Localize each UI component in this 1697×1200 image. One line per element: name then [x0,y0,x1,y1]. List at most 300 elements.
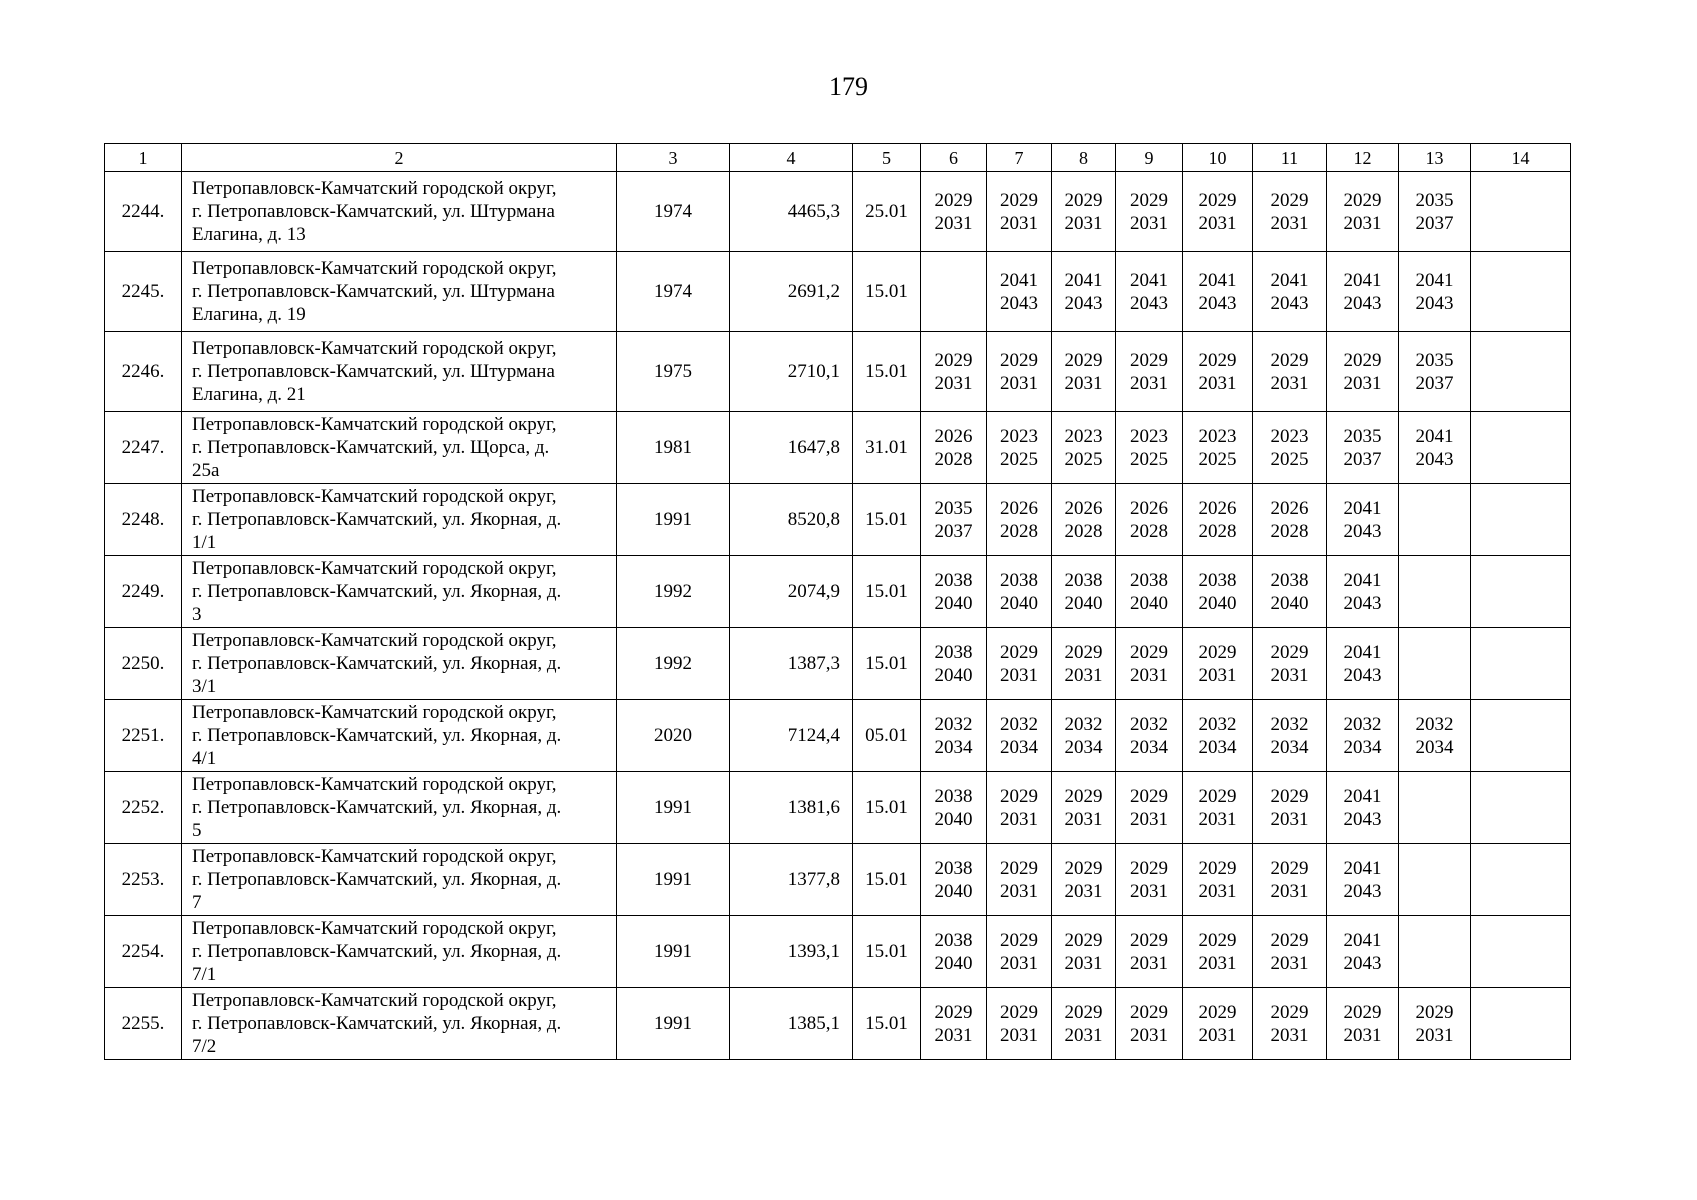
period-end: 2031 [1130,808,1168,830]
period-end: 2031 [1064,212,1103,234]
period-end: 2034 [1415,736,1454,758]
period-cell [1052,916,1116,988]
period-cell [1399,484,1471,556]
address-cell [182,484,617,556]
column-header: 6 [921,144,987,172]
period-end: 2040 [934,880,973,902]
period-end: 2031 [1198,1024,1237,1046]
period-end: 2031 [1064,952,1103,974]
address-line: 4/1 [192,748,217,769]
period-start: 2026 [1130,497,1168,519]
period-start: 2035 [934,497,973,519]
row-number-cell: 2247. [105,412,182,484]
period-start: 2032 [934,713,973,735]
period-end: 2040 [934,952,973,974]
period-start: 2029 [1198,641,1237,663]
column-header: 1 [105,144,182,172]
period-cell [921,844,987,916]
year-cell: 1981 [617,412,730,484]
period-start: 2035 [1415,189,1454,211]
period-end: 2040 [1064,592,1103,614]
period-start: 2029 [1000,929,1038,951]
period-cell [987,988,1052,1060]
code-cell: 15.01 [853,988,921,1060]
period-cell [921,484,987,556]
period-start: 2038 [934,785,973,807]
address-line: 7 [192,892,202,913]
period-end: 2040 [1130,592,1168,614]
row-number-cell: 2245. [105,252,182,332]
period-start: 2026 [1064,497,1103,519]
period-cell [987,332,1052,412]
period-start: 2029 [1064,1001,1103,1023]
period-start: 2041 [1000,269,1038,291]
period-end: 2031 [1000,212,1038,234]
table-row [105,916,1571,988]
address-cell [182,700,617,772]
period-end: 2031 [934,372,973,394]
table-body [105,144,1571,1060]
period-end: 2031 [1130,372,1168,394]
period-end: 2040 [934,592,973,614]
address-line: Елагина, д. 19 [192,304,306,325]
period-end: 2031 [1064,372,1103,394]
period-cell [1253,412,1327,484]
address-line: 7/1 [192,964,217,985]
period-start: 2029 [1064,785,1103,807]
period-cell [1399,412,1471,484]
period-cell [921,172,987,252]
period-start: 2029 [934,349,973,371]
period-cell [1253,484,1327,556]
period-cell [1116,556,1183,628]
period-end: 2031 [1415,1024,1454,1046]
period-cell [1471,988,1571,1060]
period-start: 2041 [1270,269,1309,291]
period-end: 2040 [1198,592,1237,614]
period-cell [1471,332,1571,412]
address-line: г. Петропавловск-Камчатский, ул. Якорная, д. [192,869,562,890]
code-cell: 15.01 [853,332,921,412]
period-end: 2043 [1415,292,1454,314]
period-cell [1052,332,1116,412]
period-start: 2029 [1270,1001,1309,1023]
area-cell: 8520,8 [730,484,853,556]
period-end: 2031 [1270,372,1309,394]
period-end: 2028 [1198,520,1237,542]
period-start: 2041 [1415,269,1454,291]
period-cell [987,700,1052,772]
period-start: 2029 [1130,189,1168,211]
period-start: 2029 [1000,785,1038,807]
period-cell [1253,556,1327,628]
period-start: 2038 [934,929,973,951]
period-end: 2043 [1000,292,1038,314]
address-line: г. Петропавловск-Камчатский, ул. Якорная, д. [192,581,562,602]
period-end: 2043 [1343,880,1382,902]
period-cell [1471,628,1571,700]
period-start: 2029 [1343,349,1382,371]
area-cell: 1377,8 [730,844,853,916]
period-end: 2034 [1270,736,1309,758]
period-end: 2028 [934,448,973,470]
period-start: 2029 [1343,189,1382,211]
period-cell [1052,556,1116,628]
period-cell [1253,988,1327,1060]
table-row [105,412,1571,484]
row-number-cell: 2249. [105,556,182,628]
address-cell [182,556,617,628]
period-end: 2031 [1198,808,1237,830]
row-number-cell: 2244. [105,172,182,252]
period-start: 2023 [1064,425,1103,447]
column-header: 4 [730,144,853,172]
period-end: 2028 [1064,520,1103,542]
period-end: 2031 [1270,880,1309,902]
period-end: 2031 [1198,664,1237,686]
period-start: 2029 [1198,189,1237,211]
period-end: 2025 [1064,448,1103,470]
period-end: 2031 [1270,1024,1309,1046]
period-end: 2043 [1415,448,1454,470]
period-start: 2041 [1343,857,1382,879]
period-cell [1116,332,1183,412]
period-cell [1399,844,1471,916]
table-row [105,844,1571,916]
period-start: 2041 [1343,929,1382,951]
period-end: 2031 [1270,808,1309,830]
year-cell: 1991 [617,844,730,916]
period-start: 2023 [1270,425,1309,447]
period-cell [1052,172,1116,252]
period-end: 2040 [934,808,973,830]
period-cell [1253,172,1327,252]
period-start: 2032 [1064,713,1103,735]
period-end: 2031 [1270,212,1309,234]
period-cell [1399,332,1471,412]
period-end: 2043 [1130,292,1168,314]
period-end: 2031 [1270,952,1309,974]
period-start: 2029 [1270,189,1309,211]
row-number-cell: 2246. [105,332,182,412]
period-end: 2043 [1064,292,1103,314]
period-end: 2031 [1064,664,1103,686]
period-start: 2029 [1000,349,1038,371]
period-start: 2029 [1198,349,1237,371]
column-header: 8 [1052,144,1116,172]
code-cell: 15.01 [853,556,921,628]
buildings-table [104,143,1571,1060]
period-cell [1327,484,1399,556]
period-start: 2041 [1198,269,1237,291]
address-line: Елагина, д. 21 [192,384,306,405]
period-end: 2025 [1198,448,1237,470]
period-cell [1052,252,1116,332]
period-end: 2031 [1064,1024,1103,1046]
period-end: 2031 [1000,880,1038,902]
period-start: 2023 [1198,425,1237,447]
address-line: г. Петропавловск-Камчатский, ул. Щорса, д. [192,437,550,458]
period-cell [987,172,1052,252]
period-cell [1052,772,1116,844]
period-start: 2038 [934,857,973,879]
code-cell: 15.01 [853,772,921,844]
period-start: 2032 [1198,713,1237,735]
code-cell: 31.01 [853,412,921,484]
row-number-cell: 2251. [105,700,182,772]
period-end: 2031 [1064,880,1103,902]
period-cell [1116,412,1183,484]
period-cell [1327,628,1399,700]
period-end: 2031 [1198,372,1237,394]
period-cell [921,772,987,844]
period-cell [1253,772,1327,844]
period-cell [1183,844,1253,916]
year-cell: 1991 [617,988,730,1060]
period-end: 2025 [1130,448,1168,470]
period-end: 2043 [1343,520,1382,542]
period-cell [1116,772,1183,844]
period-cell [987,628,1052,700]
period-cell [921,916,987,988]
period-end: 2037 [1343,448,1382,470]
address-line: г. Петропавловск-Камчатский, ул. Якорная, д. [192,653,562,674]
code-cell: 15.01 [853,916,921,988]
period-start: 2029 [1130,641,1168,663]
period-start: 2029 [934,189,973,211]
period-cell [1116,844,1183,916]
period-cell [1253,844,1327,916]
period-start: 2041 [1130,269,1168,291]
period-cell [987,916,1052,988]
period-end: 2031 [934,212,973,234]
period-end: 2031 [1198,952,1237,974]
period-cell [987,772,1052,844]
period-end: 2034 [1130,736,1168,758]
period-cell [921,412,987,484]
area-cell: 7124,4 [730,700,853,772]
period-end: 2028 [1270,520,1309,542]
address-cell [182,412,617,484]
address-line: г. Петропавловск-Камчатский, ул. Штурмана [192,361,555,382]
period-cell [987,484,1052,556]
period-start: 2026 [1270,497,1309,519]
period-start: 2029 [1130,785,1168,807]
period-start: 2029 [1064,641,1103,663]
period-start: 2029 [1270,785,1309,807]
period-cell [1253,628,1327,700]
period-cell [921,332,987,412]
period-start: 2029 [1198,785,1237,807]
period-cell [1399,172,1471,252]
address-line: 7/2 [192,1036,217,1057]
code-cell: 15.01 [853,252,921,332]
period-cell [1471,412,1571,484]
period-start: 2032 [1270,713,1309,735]
period-start: 2041 [1064,269,1103,291]
address-line: Петропавловск-Камчатский городской округ, [192,338,557,359]
address-line: г. Петропавловск-Камчатский, ул. Якорная, д. [192,509,562,530]
period-cell [1399,628,1471,700]
period-start: 2029 [1064,349,1103,371]
period-start: 2029 [1270,929,1309,951]
period-start: 2029 [1270,349,1309,371]
address-line: г. Петропавловск-Камчатский, ул. Якорная, д. [192,1013,562,1034]
period-end: 2028 [1000,520,1038,542]
period-start: 2029 [1000,857,1038,879]
table-row [105,700,1571,772]
year-cell: 1992 [617,556,730,628]
area-cell: 1387,3 [730,628,853,700]
period-cell [1327,700,1399,772]
period-end: 2043 [1270,292,1309,314]
area-cell: 1381,6 [730,772,853,844]
period-start: 2029 [1000,641,1038,663]
address-cell [182,332,617,412]
period-start: 2029 [1064,857,1103,879]
period-cell [1253,700,1327,772]
period-cell [1327,772,1399,844]
address-line: 1/1 [192,532,217,553]
period-end: 2031 [1130,952,1168,974]
period-cell [1116,700,1183,772]
area-cell: 4465,3 [730,172,853,252]
period-end: 2040 [934,664,973,686]
period-start: 2029 [1198,857,1237,879]
period-start: 2032 [1000,713,1038,735]
address-cell [182,172,617,252]
address-line: Петропавловск-Камчатский городской округ, [192,990,557,1011]
period-cell [1116,252,1183,332]
row-number-cell: 2248. [105,484,182,556]
column-header: 10 [1183,144,1253,172]
address-cell [182,628,617,700]
period-cell [921,700,987,772]
period-cell [1116,988,1183,1060]
period-start: 2023 [1000,425,1038,447]
period-start: 2026 [1000,497,1038,519]
address-line: Петропавловск-Камчатский городской округ, [192,774,557,795]
address-line: г. Петропавловск-Камчатский, ул. Якорная, д. [192,725,562,746]
period-cell [1471,844,1571,916]
period-start: 2026 [1198,497,1237,519]
period-end: 2043 [1343,808,1382,830]
row-number-cell: 2254. [105,916,182,988]
year-cell: 1974 [617,172,730,252]
address-line: Петропавловск-Камчатский городской округ, [192,178,557,199]
period-end: 2043 [1198,292,1237,314]
table-row [105,252,1571,332]
period-end: 2034 [1343,736,1382,758]
period-start: 2041 [1343,497,1382,519]
address-cell [182,844,617,916]
period-start: 2035 [1415,349,1454,371]
address-line: г. Петропавловск-Камчатский, ул. Якорная, д. [192,941,562,962]
period-cell [1399,700,1471,772]
period-end: 2034 [1064,736,1103,758]
area-cell: 1385,1 [730,988,853,1060]
address-cell [182,772,617,844]
period-cell [1327,412,1399,484]
period-cell [1052,844,1116,916]
period-end: 2031 [1270,664,1309,686]
period-cell [1399,252,1471,332]
header-row [105,144,1571,172]
period-end: 2031 [1130,664,1168,686]
period-end: 2043 [1343,952,1382,974]
period-start: 2029 [1130,929,1168,951]
period-start: 2029 [1064,929,1103,951]
table-row [105,484,1571,556]
period-cell [1116,916,1183,988]
period-end: 2031 [1000,664,1038,686]
address-cell [182,988,617,1060]
period-start: 2038 [934,641,973,663]
period-end: 2034 [1198,736,1237,758]
period-cell [1471,556,1571,628]
period-end: 2043 [1343,592,1382,614]
period-end: 2031 [1064,808,1103,830]
address-line: Петропавловск-Камчатский городской округ, [192,630,557,651]
period-start: 2029 [1415,1001,1454,1023]
period-start: 2038 [934,569,973,591]
address-cell [182,252,617,332]
period-cell [1471,484,1571,556]
code-cell: 15.01 [853,628,921,700]
period-cell [1052,700,1116,772]
address-line: Петропавловск-Камчатский городской округ, [192,486,557,507]
year-cell: 2020 [617,700,730,772]
period-end: 2034 [934,736,973,758]
year-cell: 1974 [617,252,730,332]
area-cell: 1647,8 [730,412,853,484]
period-cell [1327,556,1399,628]
period-cell [1399,556,1471,628]
period-start: 2029 [1000,1001,1038,1023]
code-cell: 25.01 [853,172,921,252]
period-cell [1253,252,1327,332]
period-end: 2025 [1270,448,1309,470]
period-end: 2043 [1343,292,1382,314]
row-number-cell: 2250. [105,628,182,700]
period-end: 2037 [1415,372,1454,394]
period-cell [1399,916,1471,988]
period-start: 2038 [1064,569,1103,591]
period-end: 2031 [934,1024,973,1046]
period-start: 2023 [1130,425,1168,447]
page-number: 179 [829,72,868,101]
period-end: 2025 [1000,448,1038,470]
period-cell [1471,772,1571,844]
area-cell: 1393,1 [730,916,853,988]
period-end: 2031 [1198,212,1237,234]
code-cell: 15.01 [853,844,921,916]
period-end: 2031 [1198,880,1237,902]
period-cell [1116,172,1183,252]
column-header: 13 [1399,144,1471,172]
table-row [105,332,1571,412]
period-cell [1471,916,1571,988]
period-cell [1327,988,1399,1060]
column-header: 7 [987,144,1052,172]
period-cell [987,556,1052,628]
period-end: 2040 [1270,592,1309,614]
period-cell [1327,916,1399,988]
period-cell [1327,844,1399,916]
address-cell [182,916,617,988]
address-line: Петропавловск-Камчатский городской округ, [192,702,557,723]
table-row [105,172,1571,252]
